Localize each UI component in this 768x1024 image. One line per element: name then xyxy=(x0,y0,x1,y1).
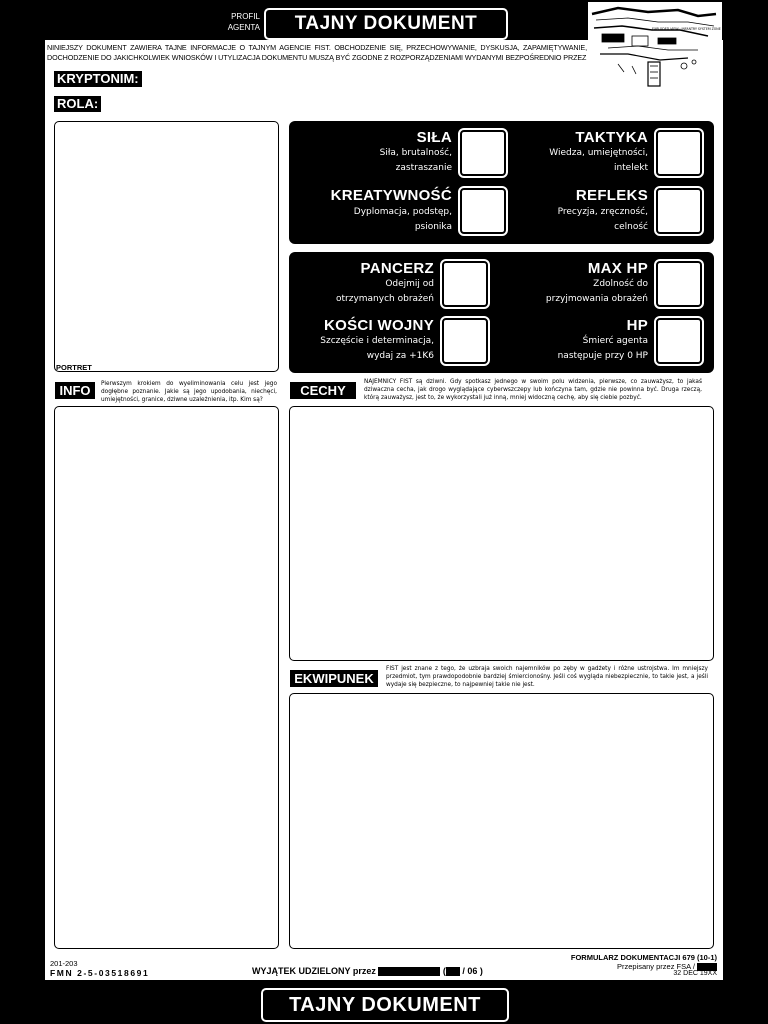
stat-taktyka-desc: Wiedza, umiejętności, intelekt xyxy=(549,148,648,173)
ekwipunek-description: FIST jest znane z tego, że uzbraja swoich najemników po zęby w gadżety i różne ustrojstwa. Im mniejszy przedmiot, tym prawdopodobnie bardziej śmiercionośny. Jeśli coś wygląda niebezpiecznie, to takie jest, a jeśli wydaje się bezpieczne, to najpewniej takie nie jest. xyxy=(386,666,708,688)
bottom-secret-stamp: TAJNY DOKUMENT xyxy=(261,988,509,1022)
stat-hp-desc: Śmierć agenta następuje przy 0 HP xyxy=(557,336,648,361)
fmn-code: FMN 2-5-03518691 xyxy=(50,968,150,978)
stat-kreatywnosc-desc: Dyplomacja, podstęp, psionika xyxy=(353,207,452,232)
exploded-rifle-illustration xyxy=(588,2,722,88)
ekwipunek-field[interactable] xyxy=(289,693,714,949)
rola-label: ROLA: xyxy=(54,96,101,112)
info-description: Pierwszym krokiem do wyeliminowania celu jest jego dogłębne poznanie. Jakie są jego upodobania, niechęci, umiejętności, granice, dziwne uzależnienia, itp. Kim są? xyxy=(101,381,277,403)
stat-sila-name: SIŁA xyxy=(416,129,452,146)
stat-kosci-wojny-input[interactable] xyxy=(440,316,490,366)
cechy-description: NAJEMNICY FIST są dziwni. Gdy spotkasz jednego w swoim polu widzenia, pierwsze, co zauważysz, to jakaś dziwaczna cecha, jak drogo wyglądające cyberwszczepy lub kończyna tam, gdzie nie powinna być. Druga rzeczą, którą zauważysz, jest to, że wykorzystali już inną, mniej widoczną cechę, aby się ciebie pozbyć. xyxy=(364,379,702,401)
stat-kosci-wojny-desc: Szczęście i determinacja, wydaj za +1K6 xyxy=(320,336,434,361)
document-date: 32 DEC 19XX xyxy=(673,970,717,977)
stat-pancerz-name: PANCERZ xyxy=(360,260,434,277)
form-id: FORMULARZ DOKUMENTACJI 679 (10-1) xyxy=(570,953,717,962)
stat-pancerz-input[interactable] xyxy=(440,259,490,309)
stat-refleks-desc: Precyzja, zręczność, celność xyxy=(557,207,648,232)
stat-sila-desc: Siła, brutalność, zastraszanie xyxy=(379,148,452,173)
profil-agenta-label: PROFIL AGENTA xyxy=(227,12,260,32)
top-secret-stamp: TAJNY DOKUMENT xyxy=(264,8,508,40)
exception-line: WYJĄTEK UDZIELONY przez ( / 06 ) xyxy=(252,966,483,976)
info-field[interactable] xyxy=(54,406,279,949)
stat-maxhp-name: MAX HP xyxy=(587,260,648,277)
stat-maxhp-input[interactable] xyxy=(654,259,704,309)
svg-text:EXPLODED VIEW · INFANTRY SYSTE: EXPLODED VIEW · INFANTRY SYSTEM ZONE xyxy=(652,27,721,31)
ekwipunek-label: EKWIPUNEK xyxy=(290,670,378,687)
portret-label: PORTRET xyxy=(56,363,92,372)
stat-hp-input[interactable] xyxy=(654,316,704,366)
stat-kosci-wojny-name: KOŚCI WOJNY xyxy=(324,317,434,334)
rifle-diagram-icon xyxy=(588,2,722,88)
portrait-field[interactable] xyxy=(54,121,279,372)
stat-taktyka-name: TAKTYKA xyxy=(575,129,648,146)
cechy-label: CECHY xyxy=(290,382,356,399)
stat-maxhp-desc: Zdolność do przyjmowania obrażeń xyxy=(545,279,648,304)
kryptonim-label: KRYPTONIM: xyxy=(54,71,142,87)
redaction-bar-small xyxy=(446,967,460,976)
stat-kreatywnosc-name: KREATYWNOŚĆ xyxy=(330,187,452,204)
confidentiality-notice: NINIEJSZY DOKUMENT ZAWIERA TAJNE INFORMACJE O TAJNYM AGENCIE FIST. OBCHODZENIE SIĘ, PRZECHOWYWANIE, DYSKUSJA, ZAPAMIĘTYWANIE, DOCHODZENIE DO JAKICHKOLWIEK WNIOSKÓW I UTYLIZACJA DOKUMENTU MUSZĄ BYĆ ZGODNE Z ROZPORZĄDZENIAMI WYDANYMI BEZPOŚREDNIO PRZEZ xyxy=(47,43,587,62)
stat-hp-name: HP xyxy=(626,317,648,334)
cechy-field[interactable] xyxy=(289,406,714,661)
redaction-bar xyxy=(378,967,440,976)
stat-refleks-name: REFLEKS xyxy=(575,187,648,204)
stat-taktyka-input[interactable] xyxy=(654,128,704,178)
form-code-small: 201-203 xyxy=(50,959,78,968)
stat-pancerz-desc: Odejmij od otrzymanych obrażeń xyxy=(335,279,434,304)
info-label: INFO xyxy=(55,382,95,399)
rewritten-by: Przepisany przez FSA / xyxy=(540,962,717,971)
stat-refleks-input[interactable] xyxy=(654,186,704,236)
